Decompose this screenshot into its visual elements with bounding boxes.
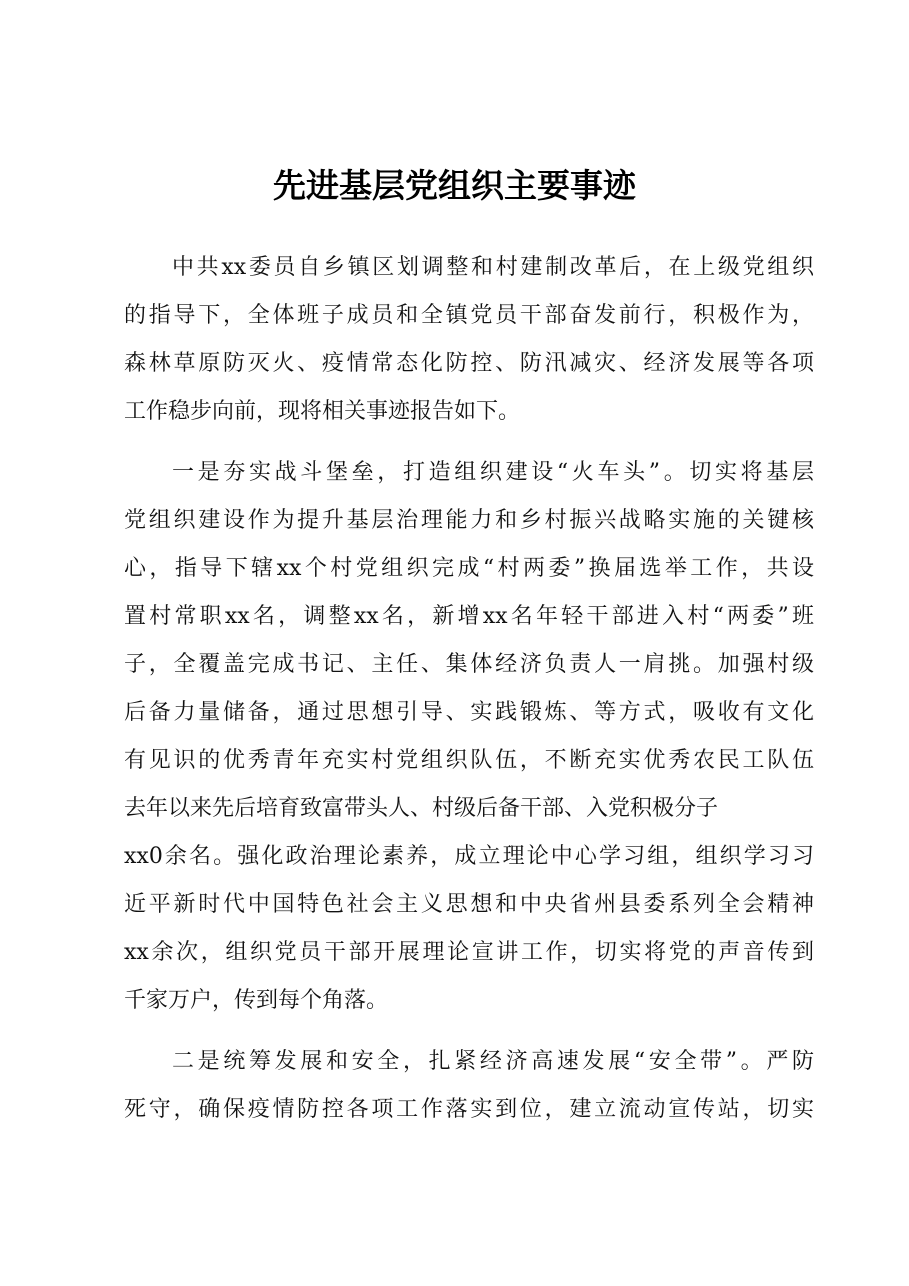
text-line: 一是夯实战斗堡垒，打造组织建设“火车头”。切实将基层: [172, 460, 814, 485]
paragraph-organization: [124, 449, 814, 1025]
text-line: 置村常职xx名，调整xx名，新增xx名年轻干部进入村“两委”班: [124, 604, 814, 629]
text-line: 心，指导下辖xx个村党组织完成“村两委”换届选举工作，共设: [124, 556, 814, 581]
text-line: 子，全覆盖完成书记、主任、集体经济负责人一肩挑。加强村级: [124, 652, 814, 677]
text-line: 死守，确保疫情防控各项工作落实到位，建立流动宣传站，切实: [124, 1097, 814, 1122]
text-line: xx0余名。强化政治理论素养，成立理论中心学习组，组织学习习: [124, 844, 814, 869]
text-line: 后备力量储备，通过思想引导、实践锻炼、等方式，吸收有文化: [124, 700, 814, 725]
paragraph-intro: [124, 244, 814, 436]
text-line: 的指导下，全体班子成员和全镇党员干部奋发前行，积极作为，: [124, 303, 814, 328]
text-line: 近平新时代中国特色社会主义思想和中央省州县委系列全会精神: [124, 892, 814, 917]
text-line: 千家万户，传到每个角落。: [124, 988, 389, 1013]
text-line: 工作稳步向前，现将相关事迹报告如下。: [124, 399, 521, 424]
text-line: 森林草原防灭火、疫情常态化防控、防汛减灾、经济发展等各项: [124, 351, 814, 376]
text-line: 去年以来先后培育致富带头人、村级后备干部、入党积极分子: [124, 796, 719, 821]
text-line: xx余次，组织党员干部开展理论宣讲工作，切实将党的声音传到: [124, 940, 814, 965]
document-body: [124, 244, 814, 1147]
text-line: 有见识的优秀青年充实村党组织队伍，不断充实优秀农民工队伍: [124, 748, 814, 773]
paragraph-security: [124, 1038, 814, 1134]
document-title: 先进基层党组织主要事迹: [273, 166, 636, 205]
text-line: 中共xx委员自乡镇区划调整和村建制改革后，在上级党组织: [172, 255, 814, 280]
text-line: 党组织建设作为提升基层治理能力和乡村振兴战略实施的关键核: [124, 508, 814, 533]
text-line: 二是统筹发展和安全，扎紧经济高速发展“安全带”。严防: [172, 1049, 814, 1074]
